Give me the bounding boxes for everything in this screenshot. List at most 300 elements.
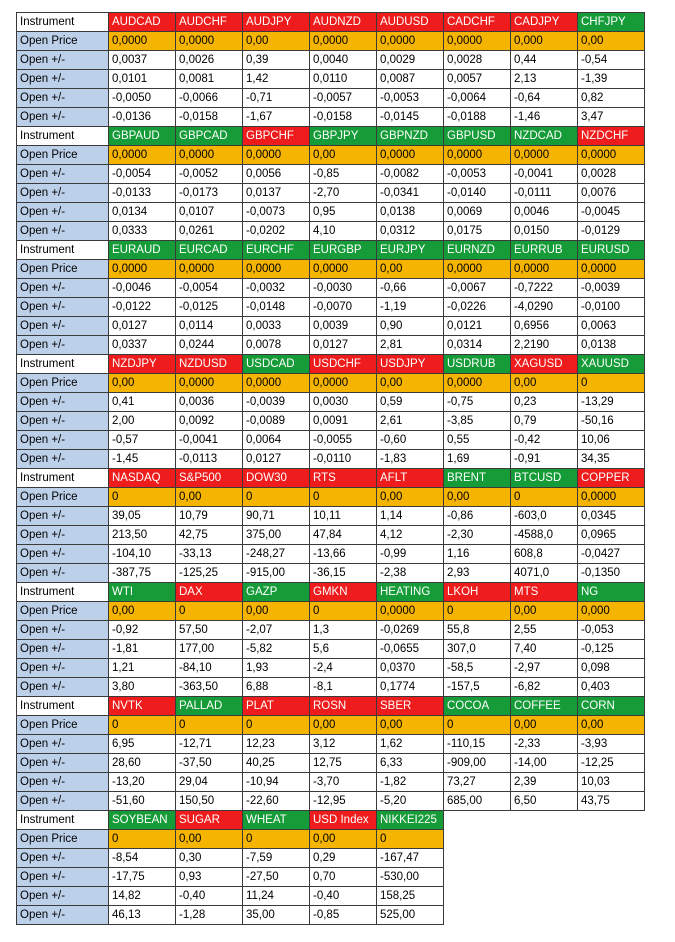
open-change-value: 6,95 <box>109 735 176 754</box>
instrument-name: EURCAD <box>176 241 243 260</box>
open-change-value: 0,0091 <box>310 412 377 431</box>
empty-cell <box>444 849 511 868</box>
open-change-label: Open +/- <box>17 298 109 317</box>
open-change-value: -0,0082 <box>377 165 444 184</box>
open-change-value: 0,0063 <box>578 317 645 336</box>
open-change-value: -36,15 <box>310 564 377 583</box>
open-change-value: -10,94 <box>243 773 310 792</box>
instrument-name: GBPCAD <box>176 127 243 146</box>
open-price-value: 0,00 <box>578 32 645 51</box>
open-change-value: 0,0314 <box>444 336 511 355</box>
open-change-value: -0,0427 <box>578 545 645 564</box>
open-change-row <box>17 317 645 336</box>
open-price-value: 0,0000 <box>578 260 645 279</box>
open-change-value: -0,0269 <box>377 621 444 640</box>
open-price-label: Open Price <box>17 260 109 279</box>
open-price-value: 0,00 <box>511 716 578 735</box>
open-change-value: -2,97 <box>511 659 578 678</box>
open-change-value: 0,0039 <box>310 317 377 336</box>
open-change-row <box>17 70 645 89</box>
open-change-value: -2,33 <box>511 735 578 754</box>
open-change-value: -27,50 <box>243 868 310 887</box>
open-price-value: 0,0000 <box>578 488 645 507</box>
open-change-label: Open +/- <box>17 431 109 450</box>
open-change-value: 2,00 <box>109 412 176 431</box>
open-change-value: -5,20 <box>377 792 444 811</box>
empty-cell <box>511 887 578 906</box>
open-price-value: 0,0000 <box>444 374 511 393</box>
open-change-value: 3,12 <box>310 735 377 754</box>
open-change-label: Open +/- <box>17 203 109 222</box>
instrument-name: EURCHF <box>243 241 310 260</box>
open-change-value: 0,0337 <box>109 336 176 355</box>
open-change-label: Open +/- <box>17 906 109 925</box>
open-change-value: -2,4 <box>310 659 377 678</box>
open-change-value: 14,82 <box>109 887 176 906</box>
open-change-value: 0,0029 <box>377 51 444 70</box>
open-change-value: -0,91 <box>511 450 578 469</box>
open-change-value: 307,0 <box>444 640 511 659</box>
open-change-value: 2,2190 <box>511 336 578 355</box>
open-change-value: 6,88 <box>243 678 310 697</box>
open-change-value: 0,0056 <box>243 165 310 184</box>
open-change-value: 1,42 <box>243 70 310 89</box>
open-change-value: -0,66 <box>377 279 444 298</box>
open-change-value: -104,10 <box>109 545 176 564</box>
instrument-name: GBPNZD <box>377 127 444 146</box>
empty-cell <box>511 811 578 830</box>
open-change-value: -0,0039 <box>578 279 645 298</box>
open-change-value: 0,0370 <box>377 659 444 678</box>
open-change-label: Open +/- <box>17 70 109 89</box>
open-change-row <box>17 735 645 754</box>
open-change-value: 90,71 <box>243 507 310 526</box>
open-price-row <box>17 830 645 849</box>
open-price-value: 0 <box>243 830 310 849</box>
open-change-value: -0,1350 <box>578 564 645 583</box>
instrument-label: Instrument <box>17 469 109 488</box>
open-change-value: -12,25 <box>578 754 645 773</box>
open-price-value: 0,0000 <box>377 146 444 165</box>
open-change-value: 0,0345 <box>578 507 645 526</box>
open-change-value: -157,5 <box>444 678 511 697</box>
open-change-value: 6,33 <box>377 754 444 773</box>
instrument-name: SBER <box>377 697 444 716</box>
instrument-name: EURNZD <box>444 241 511 260</box>
open-change-value: -0,40 <box>176 887 243 906</box>
open-change-value: -84,10 <box>176 659 243 678</box>
instrument-name: AUDCAD <box>109 13 176 32</box>
open-price-value: 0,0000 <box>243 146 310 165</box>
open-change-value: 0,95 <box>310 203 377 222</box>
open-change-value: 1,62 <box>377 735 444 754</box>
open-change-value: -0,0113 <box>176 450 243 469</box>
open-change-value: 55,8 <box>444 621 511 640</box>
open-change-value: 4071,0 <box>511 564 578 583</box>
open-change-row <box>17 640 645 659</box>
open-change-value: 1,16 <box>444 545 511 564</box>
open-change-value: 0,0107 <box>176 203 243 222</box>
instrument-row <box>17 13 645 32</box>
open-change-value: -13,66 <box>310 545 377 564</box>
open-change-value: 0,0081 <box>176 70 243 89</box>
open-change-value: -2,07 <box>243 621 310 640</box>
open-price-value: 0,000 <box>578 602 645 621</box>
open-change-value: 1,93 <box>243 659 310 678</box>
open-change-value: 4,10 <box>310 222 377 241</box>
open-change-value: 0,0244 <box>176 336 243 355</box>
open-change-value: 1,69 <box>444 450 511 469</box>
instrument-name: COCOA <box>444 697 511 716</box>
open-change-value: -0,99 <box>377 545 444 564</box>
open-change-value: -0,0226 <box>444 298 511 317</box>
open-change-value: 1,3 <box>310 621 377 640</box>
open-change-value: -0,0030 <box>310 279 377 298</box>
instrument-name: DOW30 <box>243 469 310 488</box>
open-change-value: 40,25 <box>243 754 310 773</box>
open-change-value: 0,0137 <box>243 184 310 203</box>
open-change-value: -0,0148 <box>243 298 310 317</box>
empty-cell <box>444 811 511 830</box>
empty-cell <box>444 906 511 925</box>
open-change-label: Open +/- <box>17 184 109 203</box>
open-change-value: 0,0037 <box>109 51 176 70</box>
instrument-label: Instrument <box>17 697 109 716</box>
instrument-name: WTI <box>109 583 176 602</box>
open-change-value: -0,0039 <box>243 393 310 412</box>
open-price-label: Open Price <box>17 374 109 393</box>
empty-cell <box>444 830 511 849</box>
open-price-value: 0,00 <box>109 602 176 621</box>
open-change-value: -58,5 <box>444 659 511 678</box>
open-price-value: 0,0000 <box>109 32 176 51</box>
open-change-value: 0,0127 <box>109 317 176 336</box>
open-change-value: 0,0101 <box>109 70 176 89</box>
open-change-value: -1,82 <box>377 773 444 792</box>
open-change-value: 2,81 <box>377 336 444 355</box>
open-change-value: 0,70 <box>310 868 377 887</box>
instrument-name: DAX <box>176 583 243 602</box>
table-body <box>17 13 645 925</box>
open-price-value: 0,0000 <box>310 32 377 51</box>
open-change-value: -0,0055 <box>310 431 377 450</box>
open-change-value: 0,6956 <box>511 317 578 336</box>
instrument-name: NASDAQ <box>109 469 176 488</box>
open-change-value: -387,75 <box>109 564 176 583</box>
open-change-row <box>17 298 645 317</box>
open-change-value: -0,125 <box>578 640 645 659</box>
open-price-value: 0,00 <box>444 488 511 507</box>
instrument-row <box>17 469 645 488</box>
open-change-value: -13,20 <box>109 773 176 792</box>
open-price-value: 0,0000 <box>377 602 444 621</box>
open-change-value: -0,0140 <box>444 184 511 203</box>
instrument-name: NZDUSD <box>176 355 243 374</box>
open-change-value: -248,27 <box>243 545 310 564</box>
open-change-row <box>17 564 645 583</box>
instrument-name: NZDJPY <box>109 355 176 374</box>
open-change-value: 10,06 <box>578 431 645 450</box>
instrument-name: HEATING <box>377 583 444 602</box>
open-change-value: 2,39 <box>511 773 578 792</box>
open-change-label: Open +/- <box>17 507 109 526</box>
instrument-name: EURJPY <box>377 241 444 260</box>
open-change-value: -0,0110 <box>310 450 377 469</box>
open-change-value: 47,84 <box>310 526 377 545</box>
open-change-value: -909,00 <box>444 754 511 773</box>
open-change-value: -5,82 <box>243 640 310 659</box>
instrument-label: Instrument <box>17 13 109 32</box>
open-change-row <box>17 450 645 469</box>
open-change-value: 0,93 <box>176 868 243 887</box>
open-price-value: 0,0000 <box>176 32 243 51</box>
open-price-value: 0,00 <box>578 716 645 735</box>
open-change-value: 0,0076 <box>578 184 645 203</box>
open-change-value: -530,00 <box>377 868 444 887</box>
open-price-row <box>17 716 645 735</box>
open-change-value: -1,45 <box>109 450 176 469</box>
open-price-value: 0,00 <box>377 260 444 279</box>
instrument-name: NVTK <box>109 697 176 716</box>
empty-cell <box>511 868 578 887</box>
open-change-value: -13,29 <box>578 393 645 412</box>
instrument-name: BTCUSD <box>511 469 578 488</box>
instrument-name: PLAT <box>243 697 310 716</box>
open-change-value: -915,00 <box>243 564 310 583</box>
open-change-value: 1,14 <box>377 507 444 526</box>
open-price-value: 0 <box>444 716 511 735</box>
empty-cell <box>511 830 578 849</box>
open-price-value: 0,00 <box>176 830 243 849</box>
empty-cell <box>578 811 645 830</box>
open-price-value: 0,00 <box>377 716 444 735</box>
open-change-value: -0,0129 <box>578 222 645 241</box>
instrument-row <box>17 697 645 716</box>
open-change-label: Open +/- <box>17 108 109 127</box>
open-change-value: -6,82 <box>511 678 578 697</box>
open-change-label: Open +/- <box>17 735 109 754</box>
open-change-label: Open +/- <box>17 792 109 811</box>
open-change-value: 0,0028 <box>444 51 511 70</box>
instrument-row <box>17 811 645 830</box>
open-change-value: -0,0145 <box>377 108 444 127</box>
open-change-label: Open +/- <box>17 868 109 887</box>
empty-cell <box>578 887 645 906</box>
open-change-value: -0,0073 <box>243 203 310 222</box>
open-change-value: 4,12 <box>377 526 444 545</box>
open-change-value: 608,8 <box>511 545 578 564</box>
open-change-value: -0,85 <box>310 165 377 184</box>
open-change-value: 3,80 <box>109 678 176 697</box>
instrument-name: GBPUSD <box>444 127 511 146</box>
open-price-row <box>17 260 645 279</box>
open-price-value: 0 <box>444 602 511 621</box>
open-price-value: 0,00 <box>310 146 377 165</box>
open-change-value: 150,50 <box>176 792 243 811</box>
open-price-value: 0 <box>511 488 578 507</box>
instrument-name: WHEAT <box>243 811 310 830</box>
open-change-value: 43,75 <box>578 792 645 811</box>
open-change-value: -0,0136 <box>109 108 176 127</box>
open-change-value: 0,0175 <box>444 222 511 241</box>
open-change-value: 2,13 <box>511 70 578 89</box>
open-change-row <box>17 222 645 241</box>
instrument-name: COPPER <box>578 469 645 488</box>
open-change-value: -2,38 <box>377 564 444 583</box>
open-change-label: Open +/- <box>17 89 109 108</box>
open-change-value: -1,81 <box>109 640 176 659</box>
open-change-value: 0,0965 <box>578 526 645 545</box>
open-change-label: Open +/- <box>17 564 109 583</box>
open-change-value: 0,39 <box>243 51 310 70</box>
open-change-value: 35,00 <box>243 906 310 925</box>
empty-cell <box>511 906 578 925</box>
open-price-value: 0,0000 <box>176 146 243 165</box>
instrument-name: USDCHF <box>310 355 377 374</box>
open-change-value: -0,64 <box>511 89 578 108</box>
instrument-name: EURAUD <box>109 241 176 260</box>
open-change-row <box>17 526 645 545</box>
open-change-row <box>17 754 645 773</box>
open-change-row <box>17 545 645 564</box>
open-change-value: -0,053 <box>578 621 645 640</box>
open-price-value: 0,0000 <box>109 146 176 165</box>
open-change-value: -167,47 <box>377 849 444 868</box>
open-price-value: 0,000 <box>511 32 578 51</box>
open-change-value: -0,0341 <box>377 184 444 203</box>
open-price-value: 0,0000 <box>511 146 578 165</box>
instrument-label: Instrument <box>17 355 109 374</box>
open-change-label: Open +/- <box>17 393 109 412</box>
instrument-name: LKOH <box>444 583 511 602</box>
open-change-value: -1,19 <box>377 298 444 317</box>
open-change-value: -50,16 <box>578 412 645 431</box>
open-change-value: 0,0150 <box>511 222 578 241</box>
open-change-value: -0,0046 <box>109 279 176 298</box>
open-change-row <box>17 906 645 925</box>
open-change-value: 0,0261 <box>176 222 243 241</box>
open-change-row <box>17 659 645 678</box>
open-change-value: -4588,0 <box>511 526 578 545</box>
open-change-row <box>17 336 645 355</box>
instrument-name: USDJPY <box>377 355 444 374</box>
open-change-value: -0,0070 <box>310 298 377 317</box>
open-change-value: -12,71 <box>176 735 243 754</box>
open-change-value: 0,90 <box>377 317 444 336</box>
open-change-value: 34,35 <box>578 450 645 469</box>
open-price-value: 0,00 <box>511 374 578 393</box>
open-change-value: -17,75 <box>109 868 176 887</box>
open-change-value: 0,0333 <box>109 222 176 241</box>
open-price-label: Open Price <box>17 716 109 735</box>
open-change-label: Open +/- <box>17 773 109 792</box>
open-change-value: -0,0100 <box>578 298 645 317</box>
open-change-value: -0,0053 <box>377 89 444 108</box>
open-change-label: Open +/- <box>17 640 109 659</box>
open-change-value: -0,0089 <box>243 412 310 431</box>
open-price-value: 0,0000 <box>176 260 243 279</box>
open-change-value: 0,0110 <box>310 70 377 89</box>
open-change-value: 12,23 <box>243 735 310 754</box>
open-change-value: 685,00 <box>444 792 511 811</box>
empty-cell <box>578 830 645 849</box>
open-change-value: 0,0057 <box>444 70 511 89</box>
open-change-row <box>17 412 645 431</box>
open-change-value: -0,0041 <box>176 431 243 450</box>
instrument-row <box>17 355 645 374</box>
open-change-row <box>17 773 645 792</box>
instrument-name: NIKKEI225 <box>377 811 444 830</box>
open-change-label: Open +/- <box>17 317 109 336</box>
open-change-value: -0,0052 <box>176 165 243 184</box>
open-change-value: 0,0033 <box>243 317 310 336</box>
instrument-name: SOYBEAN <box>109 811 176 830</box>
open-change-row <box>17 868 645 887</box>
open-change-value: 0,0127 <box>310 336 377 355</box>
open-change-value: -0,0066 <box>176 89 243 108</box>
open-change-value: -1,46 <box>511 108 578 127</box>
open-change-label: Open +/- <box>17 51 109 70</box>
open-change-row <box>17 165 645 184</box>
open-price-value: 0,00 <box>243 602 310 621</box>
open-change-value: 46,13 <box>109 906 176 925</box>
open-price-label: Open Price <box>17 602 109 621</box>
instrument-name: ROSN <box>310 697 377 716</box>
open-change-row <box>17 51 645 70</box>
open-price-value: 0 <box>578 374 645 393</box>
open-price-value: 0,0000 <box>511 260 578 279</box>
open-change-value: -0,42 <box>511 431 578 450</box>
open-change-row <box>17 279 645 298</box>
open-price-value: 0 <box>377 830 444 849</box>
open-change-value: 0,23 <box>511 393 578 412</box>
open-change-value: 0,0078 <box>243 336 310 355</box>
instrument-label: Instrument <box>17 811 109 830</box>
open-change-value: -0,7222 <box>511 279 578 298</box>
open-change-value: -0,75 <box>444 393 511 412</box>
instrument-name: GBPAUD <box>109 127 176 146</box>
open-change-value: 0,59 <box>377 393 444 412</box>
instrument-name: MTS <box>511 583 578 602</box>
open-change-row <box>17 184 645 203</box>
open-change-value: 0,0036 <box>176 393 243 412</box>
open-change-value: -0,54 <box>578 51 645 70</box>
open-change-value: -14,00 <box>511 754 578 773</box>
open-price-value: 0,0000 <box>310 260 377 279</box>
open-change-value: 2,93 <box>444 564 511 583</box>
instrument-name: SUGAR <box>176 811 243 830</box>
open-change-value: 0,0069 <box>444 203 511 222</box>
open-change-row <box>17 89 645 108</box>
open-change-value: -0,71 <box>243 89 310 108</box>
open-change-value: -0,0202 <box>243 222 310 241</box>
open-change-value: 525,00 <box>377 906 444 925</box>
instrument-name: CORN <box>578 697 645 716</box>
instrument-name: EURRUB <box>511 241 578 260</box>
instrument-name: NZDCHF <box>578 127 645 146</box>
instrument-name: USDCAD <box>243 355 310 374</box>
open-change-value: -125,25 <box>176 564 243 583</box>
open-change-value: 1,21 <box>109 659 176 678</box>
open-change-value: -110,15 <box>444 735 511 754</box>
open-price-value: 0 <box>109 488 176 507</box>
open-price-label: Open Price <box>17 830 109 849</box>
open-price-value: 0 <box>176 602 243 621</box>
open-change-value: -1,83 <box>377 450 444 469</box>
instrument-name: GBPCHF <box>243 127 310 146</box>
open-change-value: -2,70 <box>310 184 377 203</box>
open-price-value: 0,0000 <box>444 146 511 165</box>
